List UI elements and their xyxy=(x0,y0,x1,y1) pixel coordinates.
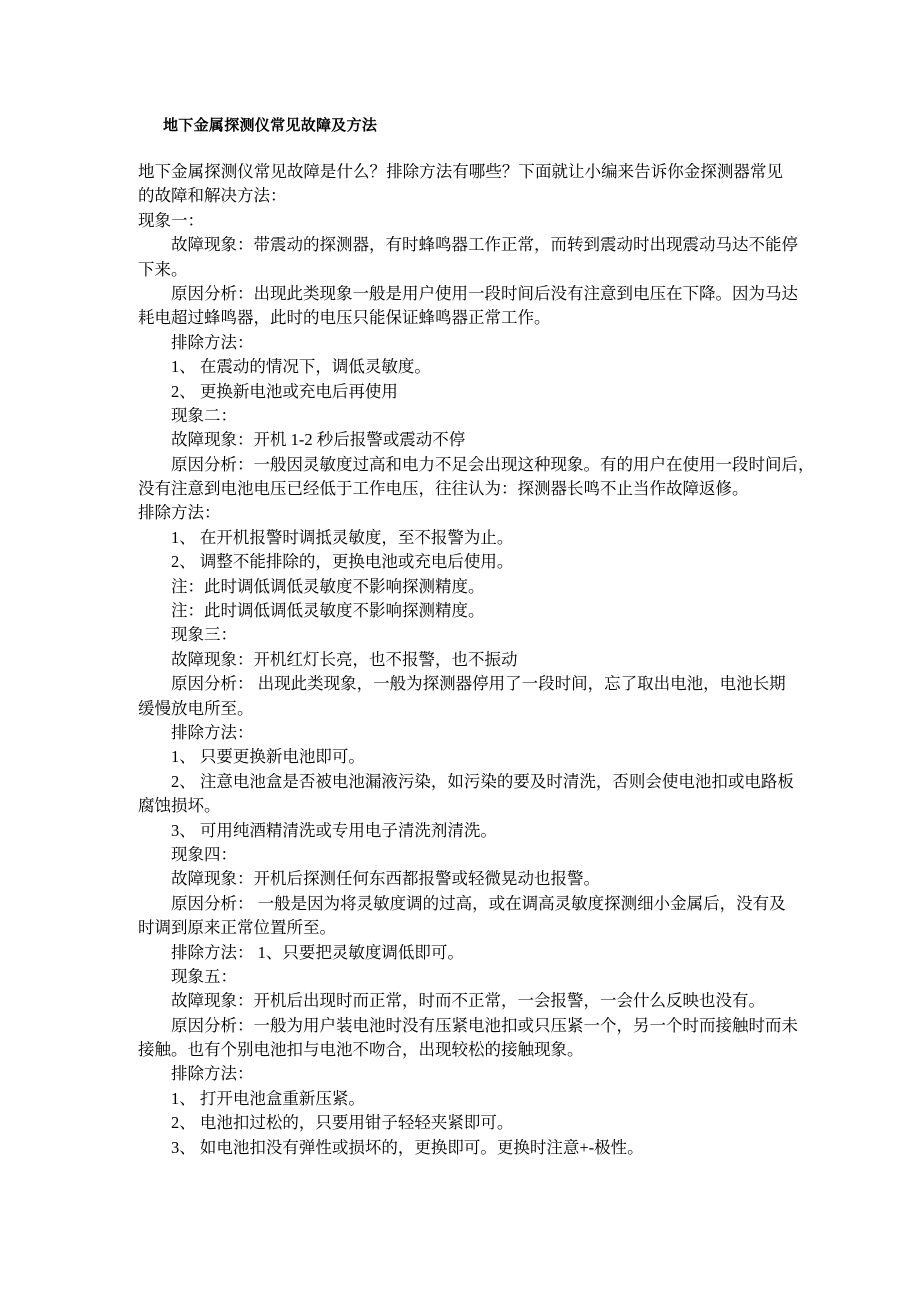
document-body xyxy=(138,160,815,1160)
text-line: 排除方法： xyxy=(138,503,221,523)
text-line: 1、 只要更换新电池即可。 xyxy=(171,747,365,767)
text-line: 故障现象：开机后探测任何东西都报警或轻微晃动也报警。 xyxy=(171,869,600,889)
text-line: 现象二： xyxy=(171,405,237,425)
text-line: 原因分析：一般因灵敏度过高和电力不足会出现这种现象。有的用户在使用一段时间后， xyxy=(171,454,815,474)
text-line: 现象一： xyxy=(138,210,204,230)
text-line: 故障现象：带震动的探测器，有时蜂鸣器工作正常，而转到震动时出现震动马达不能停 xyxy=(171,235,798,255)
text-line: 现象四： xyxy=(171,844,237,864)
text-line: 的故障和解决方法： xyxy=(138,186,287,206)
text-line: 没有注意到电池电压已经低于工作电压，往往认为：探测器长鸣不止当作故障返修。 xyxy=(138,479,749,499)
text-line: 接触。也有个别电池扣与电池不吻合，出现较松的接触现象。 xyxy=(138,1040,584,1060)
text-line: 排除方法： xyxy=(171,332,254,352)
text-line: 时调到原来正常位置所至。 xyxy=(138,918,336,938)
text-line: 排除方法： xyxy=(171,1064,254,1084)
text-line: 3、 可用纯酒精清洗或专用电子清洗剂清洗。 xyxy=(171,820,497,840)
text-line: 故障现象：开机 1-2 秒后报警或震动不停 xyxy=(171,430,466,450)
text-line: 2、 更换新电池或充电后再使用 xyxy=(171,381,398,401)
text-line: 注：此时调低调低灵敏度不影响探测精度。 xyxy=(171,576,485,596)
text-line: 缓慢放电所至。 xyxy=(138,698,254,718)
text-line: 排除方法： xyxy=(171,722,254,742)
text-line: 原因分析：出现此类现象一般是用户使用一段时间后没有注意到电压在下降。因为马达 xyxy=(171,283,798,303)
text-line: 2、 调整不能排除的，更换电池或充电后使用。 xyxy=(171,552,514,572)
text-line: 原因分析：一般为用户装电池时没有压紧电池扣或只压紧一个，另一个时而接触时而未 xyxy=(171,1015,798,1035)
text-line: 下来。 xyxy=(138,259,188,279)
text-line: 故障现象：开机后出现时而正常，时而不正常，一会报警，一会什么反映也没有。 xyxy=(171,991,765,1011)
text-line: 1、 在开机报警时调抵灵敏度，至不报警为止。 xyxy=(171,527,514,547)
text-line: 腐蚀损坏。 xyxy=(138,796,221,816)
text-line: 1、 在震动的情况下，调低灵敏度。 xyxy=(171,357,431,377)
text-line: 耗电超过蜂鸣器，此时的电压只能保证蜂鸣器正常工作。 xyxy=(138,308,551,328)
document-title: 地下金属探测仪常见故障及方法 xyxy=(163,118,378,134)
text-line: 1、 打开电池盒重新压紧。 xyxy=(171,1088,365,1108)
text-line: 排除方法： 1、只要把灵敏度调低即可。 xyxy=(171,942,464,962)
text-line: 现象三： xyxy=(171,625,237,645)
text-line: 2、 电池扣过松的，只要用钳子轻轻夹紧即可。 xyxy=(171,1113,514,1133)
text-line: 注：此时调低调低灵敏度不影响探测精度。 xyxy=(171,601,485,621)
text-line: 原因分析： 出现此类现象，一般为探测器停用了一段时间，忘了取出电池，电池长期 xyxy=(171,674,786,694)
text-line: 3、 如电池扣没有弹性或损坏的，更换即可。更换时注意+-极性。 xyxy=(171,1137,644,1157)
text-line: 2、 注意电池盒是否被电池漏液污染，如污染的要及时清洗，否则会使电池扣或电路板 xyxy=(171,771,794,791)
text-line: 现象五： xyxy=(171,966,237,986)
text-line: 原因分析： 一般是因为将灵敏度调的过高，或在调高灵敏度探测细小金属后，没有及 xyxy=(171,893,786,913)
text-line: 地下金属探测仪常见故障是什么？排除方法有哪些？下面就让小编来告诉你金探测器常见 xyxy=(138,162,783,181)
text-line: 故障现象：开机红灯长亮，也不报警，也不振动 xyxy=(171,649,518,669)
